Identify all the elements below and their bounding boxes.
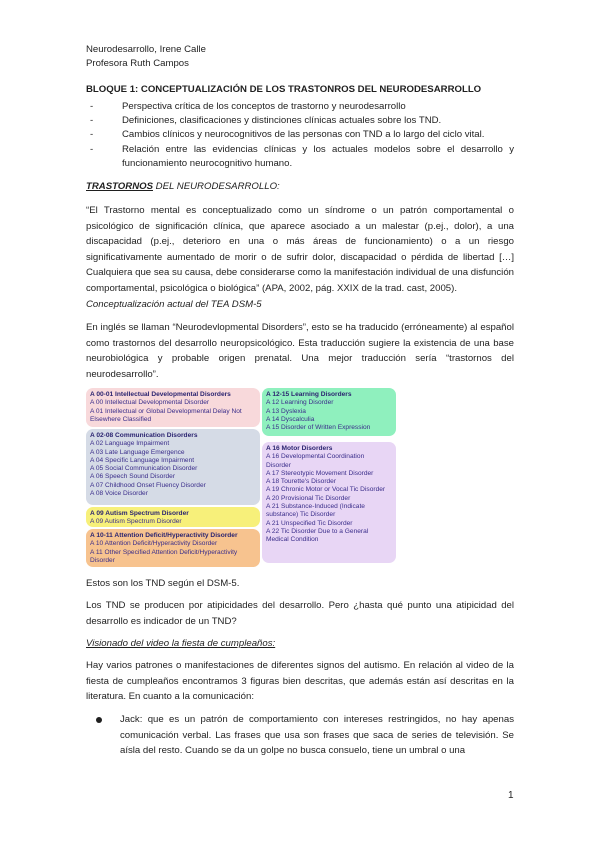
objective-item: - Perspectiva crítica de los conceptos de trastorno y neurodesarrollo xyxy=(90,101,406,112)
objective-item: - Definiciones, clasificaciones y distinciones clínicas actuales sobre los TND. xyxy=(90,115,442,127)
bullet-dot-icon xyxy=(96,717,102,723)
section-title-tea: Conceptualización actual del TEA DSM-5 xyxy=(86,299,262,310)
objective-item: - Cambios clínicos y neurocognitivos de las personas con TND a lo largo del ciclo vital. xyxy=(90,129,485,141)
block-title: BLOQUE 1: CONCEPTUALIZACIÓN DE LOS TRASTONROS DEL NEURODESARROLLO xyxy=(86,84,482,95)
box-adhd: A 10-11 Attention Deficit/Hyperactivity Disorder A 10 Attention Deficit/Hyperactivity Disorder A 11 Other Specified Attention Deficit/Hyperactivity Disorder xyxy=(86,529,260,567)
box-motor-disorders: A 16 Motor Disorders A 16 Developmental Coordination Disorder A 17 Stereotypic Movement Disorder A 18 Tourette's Disorder A 19 Chronic Motor or Vocal Tic Disorder A 20 Provisional Tic Disorder A 21 Substance-Induced (Indicate substance) Tic Disorder A 21 Unspecified Tic Disorder A 22 Tic Disorder Due to a General Medical Condition xyxy=(262,442,396,563)
header-author: Neurodesarrollo, Irene Calle xyxy=(86,44,206,55)
box-learning-disorders: A 12-15 Learning Disorders A 12 Learning Disorder A 13 Dyslexia A 14 Dyscalculia A 15 Disorder of Written Expression xyxy=(262,388,396,436)
figure-caption: Estos son los TND según el DSM-5. xyxy=(86,578,240,589)
video-paragraph: Hay varios patrones o manifestaciones de diferentes signos del autismo. En relación al video de la fiesta de cumpleaños encontramos 3 figuras bien descritas, que además están así descritas en la literatura. En cuanto a la comunicación: xyxy=(86,660,514,703)
page-number: 1 xyxy=(508,790,514,801)
box-autism-spectrum: A 09 Autism Spectrum Disorder A 09 Autism Spectrum Disorder xyxy=(86,507,260,527)
list-item: Jack: que es un patrón de comportamiento con intereses restringidos, no hay apenas comunicación verbal. Las frases que usa son frases que saca de series de televisión. Se aísla del resto. Cuando se da un golpe no busca consuelo, tiene un umbral o una xyxy=(86,712,514,759)
objective-item: - Relación entre las evidencias clínicas y los actuales modelos sobre el desarrollo y funcionamiento neurocognitivo humano. xyxy=(90,143,514,169)
bullet-list xyxy=(86,712,514,759)
header-professor: Profesora Ruth Campos xyxy=(86,58,189,69)
dsm5-disorders-figure xyxy=(86,386,512,564)
section-title-trastornos: TRASTORNOS DEL NEURODESARROLLO: xyxy=(86,181,280,192)
box-communication-disorders: A 02-08 Communication Disorders A 02 Language Impairment A 03 Late Language Emergence A 04 Specific Language Impairment A 05 Social Communication Disorder A 06 Speech Sound Disorder A 07 Childhood Onset Fluency Disorder A 08 Voice Disorder xyxy=(86,429,260,505)
section-title-video: Visionado del video la fiesta de cumpleaños: xyxy=(86,638,276,649)
objectives-list xyxy=(86,100,514,171)
atipicidades-paragraph: Los TND se producen por atipicidades del desarrollo. Pero ¿hasta qué punto una atipicidad del desarrollo es indicador de un TND? xyxy=(86,600,514,627)
translation-paragraph: En inglés se llaman “Neurodevlopmental Disorders”, esto se ha traducido (erróneamente) al español como trastornos del desarrollo neuropsicológico. Esta traducción sugiere la existencia de una base neurobiológica y probable origen prenatal. Una mejor traducción sería “trastornos del neurodesarrollo”. xyxy=(86,322,514,380)
box-intellectual-disorders: A 00-01 Intellectual Developmental Disorders A 00 Intellectual Developmental Disorder A 01 Intellectual or Global Developmental Delay Not Elsewhere Classified xyxy=(86,388,260,427)
dsm-quote: “El Trastorno mental es conceptualizado como un síndrome o un patrón comportamental o psicológico de significación clínica, que aparece asociado a un malestar (p.ej., dolor), a una discapacidad (p.ej., deterioro en una o más áreas de funcionamiento) o a un riesgo significativamente aumentado de morir o de sufrir dolor, discapacidad o pérdida de libertad […] Cualquiera que sea su causa, debe considerarse como la manifestación individual de una disfunción comportamental, psicológica o biológica” (APA, 2002, pág. XXIX de la trad. cast, 2005). xyxy=(86,205,514,294)
